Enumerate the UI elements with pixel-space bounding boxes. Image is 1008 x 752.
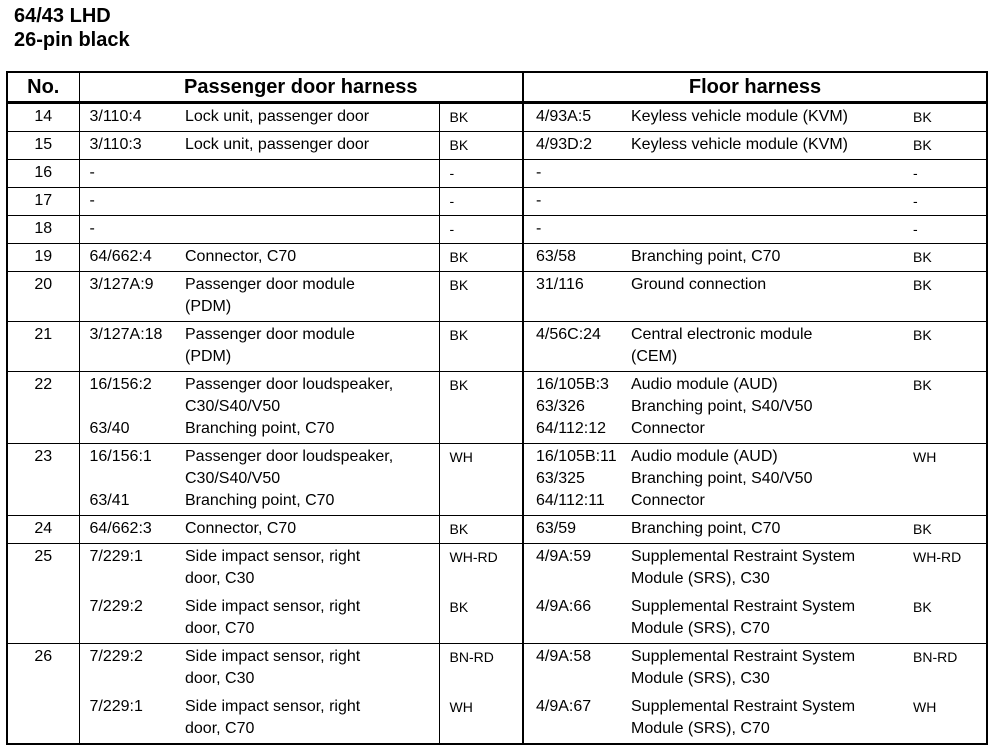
- passenger-description-line: C30/S40/V50: [185, 398, 281, 415]
- pin-number: 19: [7, 244, 79, 272]
- floor-code-line: 31/116: [536, 276, 584, 293]
- floor-wire-color: BK: [905, 103, 987, 132]
- floor-code: [523, 160, 627, 188]
- floor-wire-color-line: WH-RD: [913, 549, 962, 565]
- floor-wire-color: -: [905, 188, 987, 216]
- floor-wire-color-line: BN-RD: [913, 649, 958, 665]
- table-row: [7, 444, 987, 516]
- floor-code-line: 64/112:11: [536, 492, 605, 509]
- passenger-code-line: 63/41: [89, 492, 130, 509]
- floor-description-line: [631, 162, 901, 184]
- table-row: [7, 188, 987, 216]
- passenger-wire-color: BK: [439, 272, 523, 322]
- floor-code: [523, 322, 627, 372]
- passenger-code-line: 64/662:4: [89, 248, 152, 265]
- floor-description-line: Audio module (AUD): [631, 448, 778, 465]
- floor-description-line: Supplemental Restraint System: [631, 648, 856, 665]
- passenger-wire-color: BK: [439, 372, 523, 444]
- pin-number: 18: [7, 216, 79, 244]
- passenger-description-line: Side impact sensor, right: [185, 648, 361, 665]
- passenger-description-line: Passenger door loudspeaker,: [185, 376, 394, 393]
- floor-code-line: 4/9A:59: [536, 548, 592, 565]
- floor-code: [523, 244, 627, 272]
- floor-wire-color: [905, 544, 987, 644]
- passenger-wire-color: WH: [439, 444, 523, 516]
- passenger-code: [79, 132, 181, 160]
- passenger-code: [79, 160, 181, 188]
- passenger-code: [79, 372, 181, 444]
- floor-description: [627, 188, 905, 216]
- passenger-description-line: Lock unit, passenger door: [185, 136, 370, 153]
- passenger-code-line: [90, 468, 178, 490]
- passenger-description: [181, 444, 439, 516]
- pin-number: 17: [7, 188, 79, 216]
- floor-description-line: (CEM): [631, 348, 678, 365]
- table-row: [7, 372, 987, 444]
- floor-code: [523, 132, 627, 160]
- floor-wire-color: BK: [905, 272, 987, 322]
- floor-code-line: 63/326: [536, 398, 585, 415]
- passenger-code-line: 3/127A:18: [89, 326, 163, 343]
- floor-description-line: [631, 190, 901, 212]
- passenger-wire-color-line: WH-RD: [449, 549, 498, 565]
- passenger-code: [79, 216, 181, 244]
- floor-wire-color: WH: [905, 444, 987, 516]
- floor-code: [523, 544, 627, 644]
- passenger-wire-color-line: WH: [449, 699, 473, 715]
- passenger-description-line: [185, 218, 435, 240]
- table-row: [7, 322, 987, 372]
- floor-wire-color: BK: [905, 372, 987, 444]
- floor-description-line: Branching point, S40/V50: [631, 398, 813, 415]
- floor-description: [627, 444, 905, 516]
- floor-code-line: 64/112:12: [536, 420, 606, 437]
- passenger-code-line: 63/40: [89, 420, 130, 437]
- passenger-description: [181, 322, 439, 372]
- passenger-description-line: door, C70: [185, 620, 255, 637]
- pinout-table: [6, 71, 988, 745]
- pin-number: 15: [7, 132, 79, 160]
- connector-id: 64/43 LHD: [14, 5, 111, 27]
- table-row: [7, 544, 987, 644]
- floor-code-line: 63/325: [536, 470, 585, 487]
- floor-description-line: Supplemental Restraint System: [631, 598, 856, 615]
- passenger-code: [79, 644, 181, 745]
- floor-wire-color: BK: [905, 132, 987, 160]
- passenger-description-line: [185, 190, 435, 212]
- passenger-code-line: 7/229:2: [89, 598, 143, 615]
- passenger-wire-color: [439, 644, 523, 745]
- passenger-wire-color: [439, 544, 523, 644]
- floor-description-line: Supplemental Restraint System: [631, 548, 856, 565]
- floor-description-line: Branching point, C70: [631, 520, 781, 537]
- passenger-wire-color: BK: [439, 516, 523, 544]
- passenger-description-line: Lock unit, passenger door: [185, 108, 370, 125]
- connector-description: 26-pin black: [14, 29, 130, 51]
- table-row: [7, 272, 987, 322]
- passenger-code: [79, 322, 181, 372]
- floor-description-line: Module (SRS), C70: [631, 720, 770, 737]
- floor-code-line: 4/9A:67: [536, 698, 592, 715]
- passenger-description-line: Passenger door module: [185, 276, 355, 293]
- column-header-no: No.: [7, 72, 79, 103]
- passenger-description-line: Passenger door loudspeaker,: [185, 448, 394, 465]
- pin-number: 22: [7, 372, 79, 444]
- floor-description: [627, 516, 905, 544]
- passenger-description-line: Connector, C70: [185, 520, 297, 537]
- passenger-code: [79, 544, 181, 644]
- floor-wire-color-line: BK: [913, 599, 932, 615]
- floor-description: [627, 103, 905, 132]
- passenger-code-line: 7/229:1: [89, 548, 143, 565]
- floor-description: [627, 216, 905, 244]
- passenger-wire-color-line: BK: [449, 599, 469, 615]
- floor-code-line: 4/93A:5: [536, 108, 592, 125]
- passenger-code-line: 3/110:3: [89, 136, 142, 153]
- passenger-wire-color: BK: [439, 322, 523, 372]
- passenger-code-line: 16/156:2: [89, 376, 152, 393]
- floor-description-line: [631, 218, 901, 240]
- passenger-code-line: 7/229:2: [89, 648, 143, 665]
- floor-code: [523, 516, 627, 544]
- floor-wire-color: BK: [905, 516, 987, 544]
- passenger-description-line: (PDM): [185, 348, 232, 365]
- passenger-description-line: Side impact sensor, right: [185, 698, 361, 715]
- passenger-code-line: 64/662:3: [89, 520, 152, 537]
- document-title: [14, 4, 130, 52]
- pin-number: 25: [7, 544, 79, 644]
- floor-code-line: -: [536, 164, 542, 181]
- passenger-description: [181, 216, 439, 244]
- passenger-code-line: -: [89, 220, 95, 237]
- floor-code: [523, 103, 627, 132]
- floor-code-line: -: [536, 220, 542, 237]
- table-row: [7, 644, 987, 745]
- passenger-code: [79, 516, 181, 544]
- passenger-description-line: door, C30: [185, 570, 255, 587]
- floor-code-line: 16/105B:3: [536, 376, 609, 393]
- passenger-code-line: 7/229:1: [89, 698, 143, 715]
- pin-number: 26: [7, 644, 79, 745]
- passenger-description-line: [185, 162, 435, 184]
- table-row: [7, 160, 987, 188]
- floor-code: [523, 444, 627, 516]
- floor-code: [523, 188, 627, 216]
- floor-description: [627, 644, 905, 745]
- floor-code-line: 16/105B:11: [536, 448, 617, 465]
- floor-code-line: 63/59: [536, 520, 577, 537]
- passenger-description-line: Passenger door module: [185, 326, 355, 343]
- floor-code-line: 63/58: [536, 248, 577, 265]
- table-row: [7, 516, 987, 544]
- passenger-code-line: -: [89, 164, 95, 181]
- passenger-description: [181, 544, 439, 644]
- floor-code-line: -: [536, 192, 542, 209]
- passenger-description: [181, 272, 439, 322]
- floor-code: [523, 644, 627, 745]
- floor-code: [523, 372, 627, 444]
- passenger-code-line: [90, 396, 178, 418]
- passenger-description-line: Side impact sensor, right: [185, 548, 361, 565]
- floor-description-line: Module (SRS), C70: [631, 620, 770, 637]
- table-row: [7, 132, 987, 160]
- floor-description-line: Connector: [631, 420, 705, 437]
- floor-description-line: Keyless vehicle module (KVM): [631, 108, 848, 125]
- table-header-row: [7, 72, 987, 103]
- pin-number: 20: [7, 272, 79, 322]
- passenger-wire-color-line: BN-RD: [449, 649, 494, 665]
- passenger-code: [79, 188, 181, 216]
- passenger-wire-color: -: [439, 216, 523, 244]
- passenger-description-line: (PDM): [185, 298, 232, 315]
- passenger-description-line: Connector, C70: [185, 248, 297, 265]
- pin-number: 16: [7, 160, 79, 188]
- pin-number: 24: [7, 516, 79, 544]
- floor-description-line: Connector: [631, 492, 705, 509]
- pin-number: 21: [7, 322, 79, 372]
- pin-number: 14: [7, 103, 79, 132]
- floor-description: [627, 372, 905, 444]
- floor-code-line: 4/9A:58: [536, 648, 592, 665]
- passenger-description: [181, 244, 439, 272]
- passenger-description-line: Branching point, C70: [185, 492, 335, 509]
- table-row: [7, 244, 987, 272]
- passenger-description: [181, 160, 439, 188]
- floor-description-line: Audio module (AUD): [631, 376, 778, 393]
- floor-code-line: 4/56C:24: [536, 326, 601, 343]
- passenger-wire-color: BK: [439, 132, 523, 160]
- floor-description: [627, 322, 905, 372]
- floor-description: [627, 132, 905, 160]
- floor-code-line: 4/93D:2: [536, 136, 593, 153]
- floor-wire-color: BK: [905, 244, 987, 272]
- floor-description-line: Central electronic module: [631, 326, 813, 343]
- floor-code: [523, 216, 627, 244]
- floor-description-line: Supplemental Restraint System: [631, 698, 856, 715]
- floor-description: [627, 160, 905, 188]
- passenger-description: [181, 103, 439, 132]
- column-header-floor: Floor harness: [523, 72, 987, 103]
- floor-description: [627, 272, 905, 322]
- floor-description-line: Branching point, C70: [631, 248, 781, 265]
- table-row: [7, 216, 987, 244]
- column-header-passenger: Passenger door harness: [79, 72, 523, 103]
- passenger-wire-color: BK: [439, 244, 523, 272]
- passenger-code: [79, 272, 181, 322]
- passenger-description-line: door, C30: [185, 670, 255, 687]
- floor-description-line: Module (SRS), C30: [631, 570, 770, 587]
- floor-code-line: 4/9A:66: [536, 598, 592, 615]
- passenger-wire-color: -: [439, 160, 523, 188]
- passenger-description: [181, 188, 439, 216]
- passenger-code: [79, 444, 181, 516]
- passenger-description: [181, 132, 439, 160]
- floor-description-line: Keyless vehicle module (KVM): [631, 136, 848, 153]
- passenger-description-line: Side impact sensor, right: [185, 598, 361, 615]
- floor-description-line: Module (SRS), C30: [631, 670, 770, 687]
- passenger-description-line: Branching point, C70: [185, 420, 335, 437]
- floor-description-line: Branching point, S40/V50: [631, 470, 813, 487]
- floor-wire-color: -: [905, 216, 987, 244]
- passenger-code-line: 3/127A:9: [89, 276, 154, 293]
- floor-description: [627, 544, 905, 644]
- passenger-code: [79, 103, 181, 132]
- passenger-code-line: 16/156:1: [89, 448, 152, 465]
- passenger-wire-color: -: [439, 188, 523, 216]
- floor-wire-color: BK: [905, 322, 987, 372]
- passenger-code: [79, 244, 181, 272]
- floor-code: [523, 272, 627, 322]
- passenger-description: [181, 644, 439, 745]
- passenger-code-line: -: [89, 192, 95, 209]
- passenger-wire-color: BK: [439, 103, 523, 132]
- table-body: [7, 103, 987, 745]
- passenger-description: [181, 516, 439, 544]
- floor-wire-color-line: WH: [913, 699, 937, 715]
- passenger-description-line: door, C70: [185, 720, 255, 737]
- pin-number: 23: [7, 444, 79, 516]
- table-row: [7, 103, 987, 132]
- floor-description: [627, 244, 905, 272]
- passenger-description-line: C30/S40/V50: [185, 470, 281, 487]
- floor-wire-color: [905, 644, 987, 745]
- floor-description-line: Ground connection: [631, 276, 767, 293]
- passenger-code-line: 3/110:4: [89, 108, 142, 125]
- passenger-description: [181, 372, 439, 444]
- floor-wire-color: -: [905, 160, 987, 188]
